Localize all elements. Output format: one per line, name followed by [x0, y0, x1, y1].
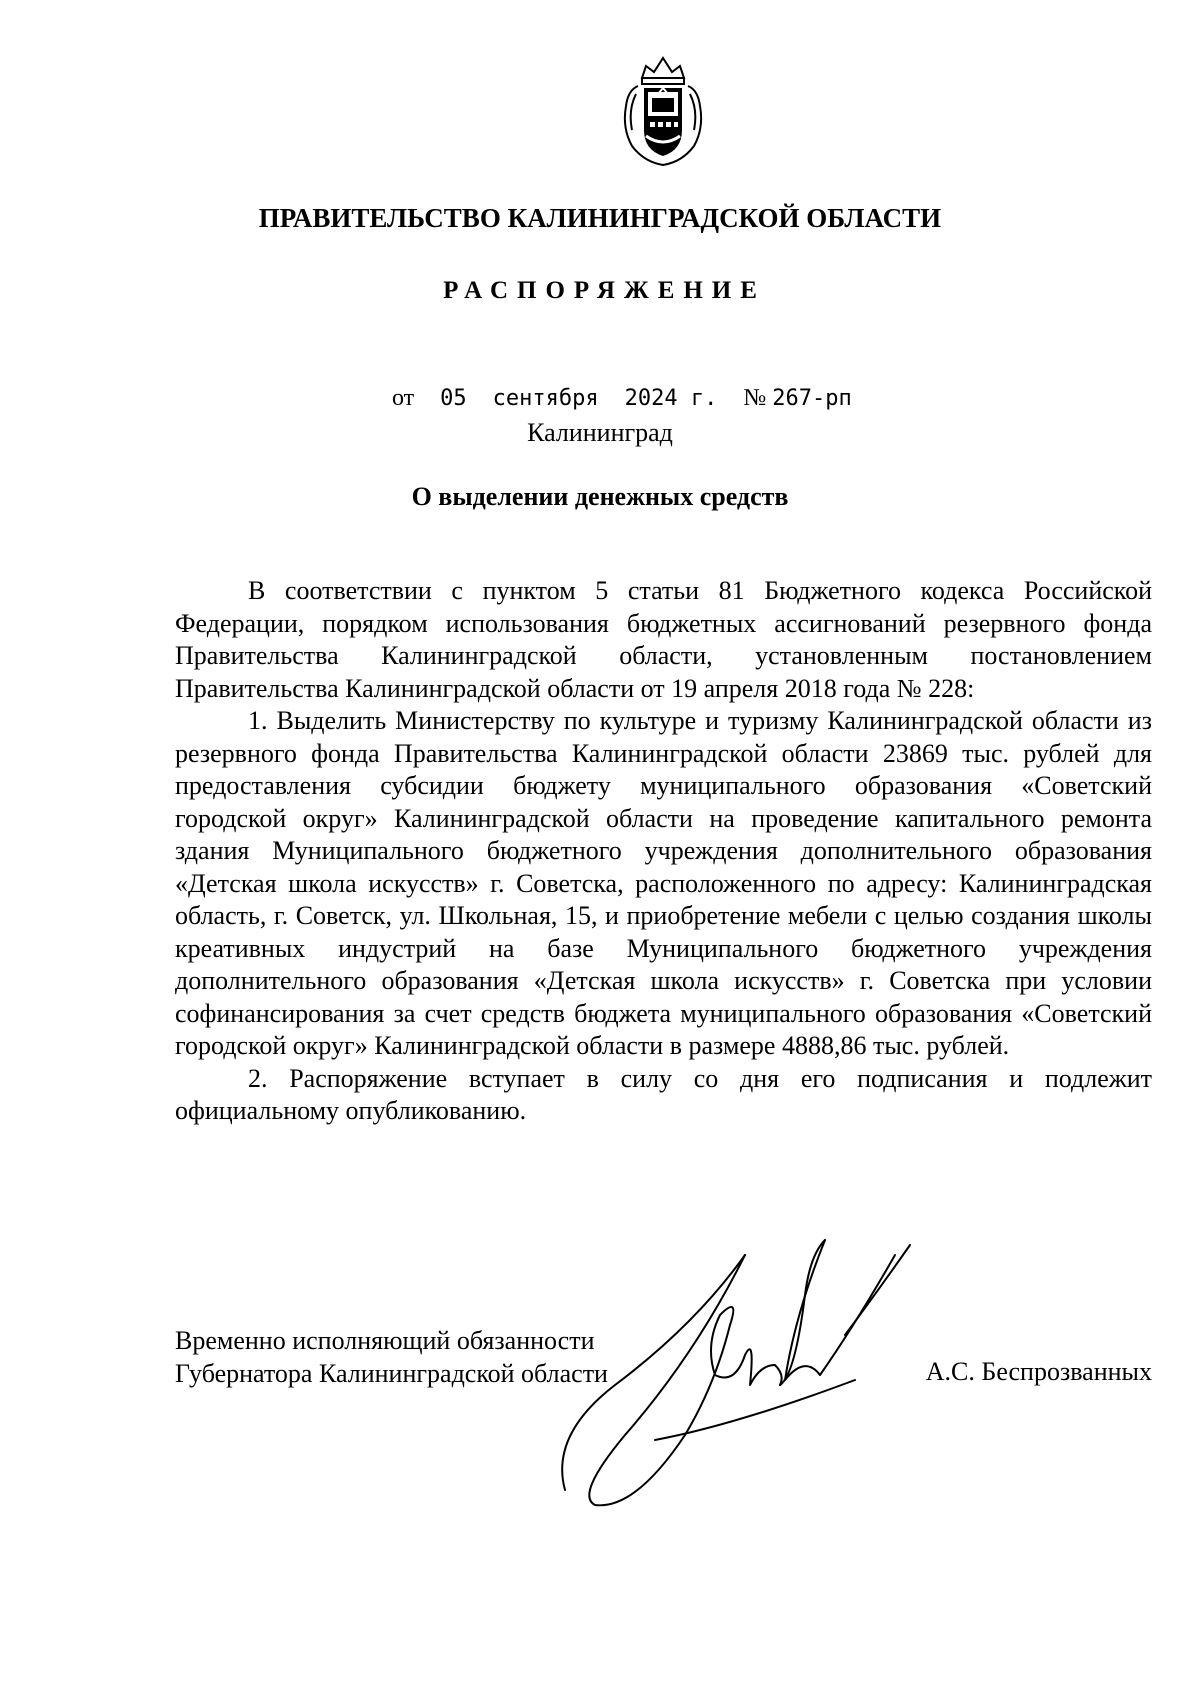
handwritten-signature-icon — [555, 1235, 915, 1515]
signatory-name: А.С. Беспрозванных — [925, 1357, 1152, 1386]
organization-title: ПРАВИТЕЛЬСТВО КАЛИНИНГРАДСКОЙ ОБЛАСТИ — [258, 203, 942, 233]
date-month: сентября — [492, 386, 599, 411]
position-line-2: Губернатора Калининградской области — [175, 1359, 608, 1388]
coat-of-arms-icon — [618, 50, 708, 168]
signatory-position — [175, 1324, 608, 1390]
date-prefix: от — [392, 385, 415, 411]
date-day: 05 — [440, 386, 467, 411]
item-2-paragraph: 2. Распоряжение вступает в силу со дня его подписания и подлежит официальному опубликованию. — [175, 1063, 1152, 1125]
document-body — [175, 575, 1152, 1128]
document-number: 267-рп — [772, 386, 852, 411]
city: Калининград — [527, 418, 673, 447]
date-year: 2024 г. — [624, 386, 718, 411]
document-subject: О выделении денежных средств — [411, 482, 789, 511]
position-line-1: Временно исполняющий обязанности — [175, 1326, 595, 1355]
document-type: РАСПОРЯЖЕНИЕ — [443, 277, 766, 304]
document-date-number — [392, 385, 852, 412]
number-sign: № — [743, 385, 767, 411]
preamble-paragraph: В соответствии с пунктом 5 статьи 81 Бюджетного кодекса Российской Федерации, порядком использования бюджетных ассигнований резервного фонда Правительства Калининградской области, установленным постановлением Правительства Калининградской области от 19 апреля 2018 года № 228: — [175, 576, 1152, 703]
item-1-paragraph: 1. Выделить Министерству по культуре и туризму Калининградской области из резервного фонда Правительства Калининградской области 23869 тыс. рублей для предоставления субсидии бюджету муниципального образования «Советский городской округ» Калининградской области на проведение капитального ремонта здания Муниципального бюджетного учреждения дополнительного образования «Детская школа искусств» г. Советска, расположенного по адресу: Калининградская область, г. Советск, ул. Школьная, 15, и приобретение мебели с целью создания школы креативных индустрий на базе Муниципального бюджетного учреждения дополнительного образования «Детская школа искусств» г. Советска при условии софинансирования за счет средств бюджета муниципального образования «Советский городской округ» Калининградской области в размере 4888,86 тыс. рублей. — [175, 706, 1152, 1060]
